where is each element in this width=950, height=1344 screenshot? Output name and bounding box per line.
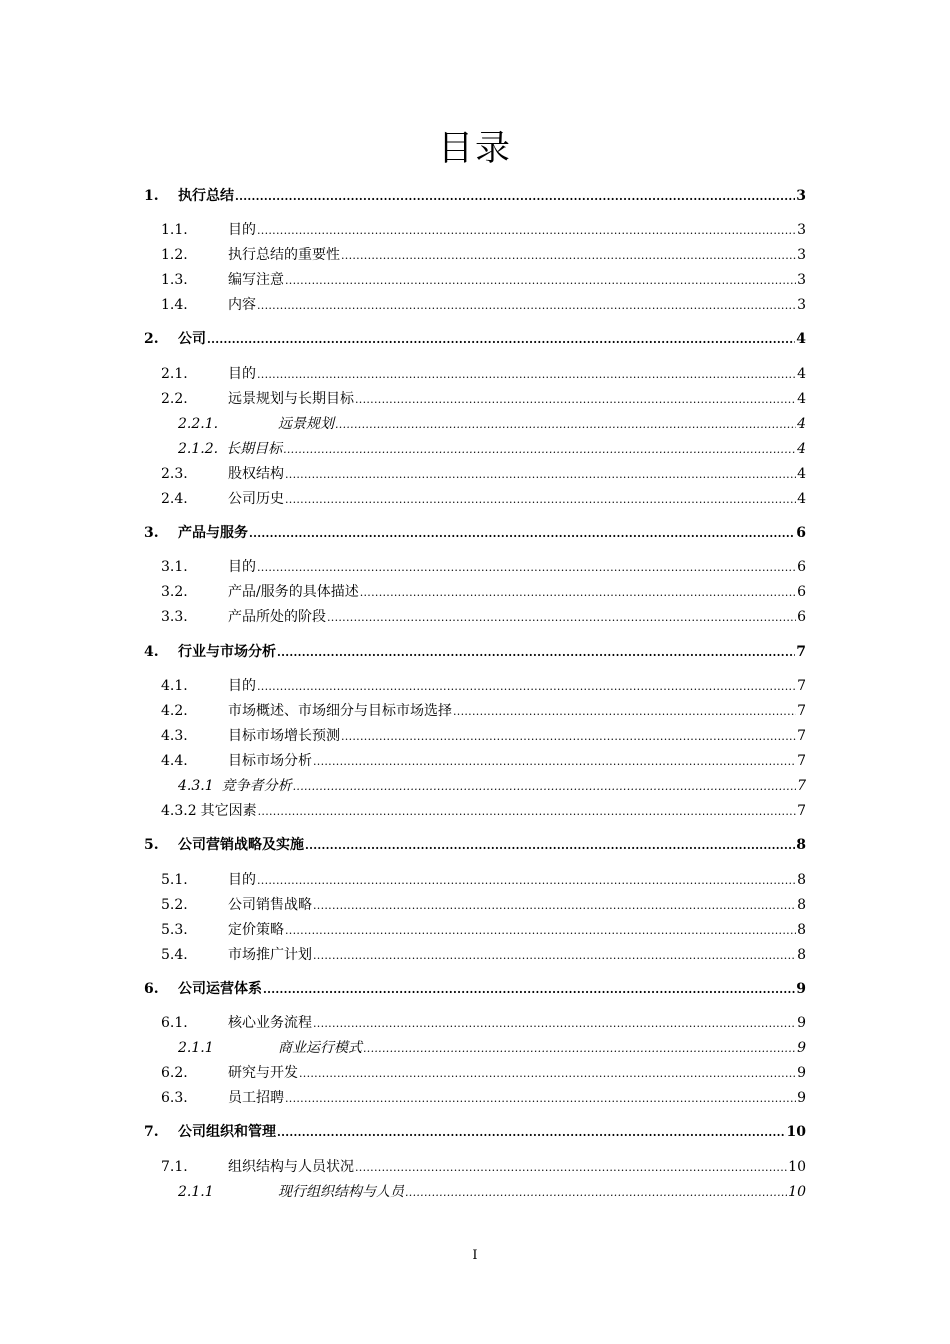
toc-dot-leader xyxy=(313,751,796,773)
toc-entry-label: 其它因素 xyxy=(200,803,257,819)
toc-entry-label: 执行总结的重要性 xyxy=(228,247,340,263)
toc-entry[interactable] xyxy=(144,1156,806,1178)
toc-dot-leader xyxy=(355,389,796,411)
toc-entry-page: 9 xyxy=(796,981,806,997)
toc-entry-label: 目的 xyxy=(228,678,256,694)
toc-entry[interactable] xyxy=(144,775,806,797)
toc-entry-page: 7 xyxy=(797,728,806,744)
toc-entry-number: 2.1.1 xyxy=(178,1040,214,1056)
toc-entry-label: 公司 xyxy=(178,331,206,347)
toc-entry[interactable] xyxy=(144,750,806,772)
toc-entry-label: 核心业务流程 xyxy=(228,1015,312,1031)
toc-entry-label: 产品/服务的具体描述 xyxy=(228,584,359,600)
toc-entry-number: 1.3. xyxy=(161,272,188,288)
toc-dot-leader xyxy=(285,920,796,942)
toc-dot-leader xyxy=(257,220,796,242)
toc-entry-label: 行业与市场分析 xyxy=(178,644,276,660)
toc-dot-leader xyxy=(305,835,795,857)
toc-dot-leader xyxy=(285,464,796,486)
toc-entry[interactable] xyxy=(144,800,806,822)
toc-entry[interactable] xyxy=(144,606,806,628)
toc-entry[interactable] xyxy=(144,581,806,603)
toc-dot-leader xyxy=(313,945,796,967)
toc-entry[interactable] xyxy=(144,700,806,722)
toc-entry-page: 4 xyxy=(797,366,806,382)
toc-dot-leader xyxy=(257,295,796,317)
toc-dot-leader xyxy=(257,870,796,892)
toc-entry-number: 2.2. xyxy=(161,391,188,407)
toc-entry-page: 4 xyxy=(797,491,806,507)
toc-entry-number: 7.1. xyxy=(161,1159,188,1175)
toc-entry[interactable] xyxy=(144,894,806,916)
toc-entry-page: 9 xyxy=(797,1090,806,1106)
toc-entry-number: 7. xyxy=(144,1124,159,1140)
toc-entry-page: 6 xyxy=(796,525,806,541)
toc-entry-number: 5.1. xyxy=(161,872,188,888)
toc-dot-leader xyxy=(249,523,795,545)
toc-entry[interactable] xyxy=(144,1121,806,1143)
toc-dot-leader xyxy=(277,1122,786,1144)
toc-entry-page: 7 xyxy=(797,778,806,794)
toc-entry-number: 2.2.1. xyxy=(178,416,219,432)
toc-entry-page: 6 xyxy=(797,584,806,600)
toc-entry-label: 现行组织结构与人员 xyxy=(278,1184,404,1200)
toc-entry-label: 执行总结 xyxy=(178,188,234,204)
toc-entry-page: 8 xyxy=(797,922,806,938)
toc-dot-leader xyxy=(405,1182,787,1204)
toc-entry[interactable] xyxy=(144,641,806,663)
toc-entry-label: 目的 xyxy=(228,366,256,382)
toc-entry-number: 6.3. xyxy=(161,1090,188,1106)
toc-entry-page: 10 xyxy=(788,1184,806,1200)
toc-entry-number: 2.1.1 xyxy=(178,1184,214,1200)
toc-entry-page: 8 xyxy=(796,837,806,853)
toc-entry-label: 公司营销战略及实施 xyxy=(178,837,304,853)
toc-dot-leader xyxy=(313,1013,796,1035)
toc-entry[interactable] xyxy=(144,363,806,385)
toc-entry-number: 2.4. xyxy=(161,491,188,507)
toc-entry-page: 3 xyxy=(797,272,806,288)
toc-entry-page: 9 xyxy=(797,1040,806,1056)
toc-entry-number: 4. xyxy=(144,644,159,660)
toc-entry-page: 9 xyxy=(797,1015,806,1031)
toc-entry-page: 3 xyxy=(797,222,806,238)
toc-dot-leader xyxy=(341,726,796,748)
toc-entry-page: 7 xyxy=(797,753,806,769)
toc-entry[interactable] xyxy=(144,675,806,697)
toc-entry-label: 产品与服务 xyxy=(178,525,248,541)
toc-entry-page: 7 xyxy=(797,703,806,719)
toc-entry[interactable] xyxy=(144,919,806,941)
toc-entry-number: 6.2. xyxy=(161,1065,188,1081)
toc-dot-leader xyxy=(299,1063,796,1085)
toc-entry[interactable] xyxy=(144,834,806,856)
toc-entry[interactable] xyxy=(144,556,806,578)
toc-dot-leader xyxy=(258,801,796,823)
toc-entry-label: 研究与开发 xyxy=(228,1065,298,1081)
toc-entry[interactable] xyxy=(144,522,806,544)
toc-entry[interactable] xyxy=(144,328,806,350)
toc-entry-number: 2.3. xyxy=(161,466,188,482)
toc-entry-page: 3 xyxy=(797,247,806,263)
toc-entry-label: 内容 xyxy=(228,297,256,313)
toc-entry[interactable] xyxy=(144,463,806,485)
toc-entry-number: 6. xyxy=(144,981,159,997)
toc-entry-number: 3.1. xyxy=(161,559,188,575)
toc-dot-leader xyxy=(207,329,795,351)
toc-dot-leader xyxy=(355,1157,787,1179)
toc-entry[interactable] xyxy=(144,978,806,1000)
toc-entry-number: 5.4. xyxy=(161,947,188,963)
toc-entry-label: 目标市场增长预测 xyxy=(228,728,340,744)
toc-entry[interactable] xyxy=(144,219,806,241)
toc-entry-page: 6 xyxy=(797,559,806,575)
toc-entry-page: 7 xyxy=(797,678,806,694)
toc-entry-number: 3.3. xyxy=(161,609,188,625)
toc-entry-label: 远景规划 xyxy=(278,416,334,432)
toc-entry-number: 4.2. xyxy=(161,703,188,719)
toc-entry[interactable] xyxy=(144,1087,806,1109)
toc-entry-number: 4.1. xyxy=(161,678,188,694)
toc-dot-leader xyxy=(285,270,796,292)
toc-entry-number: 3. xyxy=(144,525,159,541)
toc-entry-page: 10 xyxy=(788,1159,806,1175)
toc-entry-number: 5. xyxy=(144,837,159,853)
toc-entry-label: 长期目标 xyxy=(226,441,283,457)
toc-dot-leader xyxy=(335,414,796,436)
toc-dot-leader xyxy=(360,582,796,604)
toc-dot-leader xyxy=(327,607,796,629)
toc-entry[interactable] xyxy=(144,1062,806,1084)
toc-entry-page: 7 xyxy=(796,644,806,660)
toc-entry-number: 6.1. xyxy=(161,1015,188,1031)
toc-dot-leader xyxy=(341,245,796,267)
toc-entry[interactable] xyxy=(144,294,806,316)
toc-entry-number: 4.3.1 xyxy=(178,778,214,794)
toc-entry[interactable] xyxy=(144,413,806,435)
toc-dot-leader xyxy=(285,1088,796,1110)
toc-dot-leader xyxy=(257,557,796,579)
toc-entry-page: 10 xyxy=(786,1124,806,1140)
toc-dot-leader xyxy=(283,439,796,461)
page-number: I xyxy=(472,1248,478,1263)
toc-dot-leader xyxy=(453,701,796,723)
toc-entry-number: 1. xyxy=(144,188,159,204)
toc-entry-label: 定价策略 xyxy=(228,922,284,938)
toc-entry-page: 8 xyxy=(797,947,806,963)
toc-dot-leader xyxy=(263,979,795,1001)
toc-entry-page: 3 xyxy=(797,297,806,313)
toc-entry-number: 1.2. xyxy=(161,247,188,263)
toc-entry-label: 市场概述、市场细分与目标市场选择 xyxy=(228,703,452,719)
toc-dot-leader xyxy=(293,776,796,798)
toc-dot-leader xyxy=(257,364,796,386)
toc-entry-page: 4 xyxy=(797,391,806,407)
toc-entry-label: 股权结构 xyxy=(228,466,284,482)
toc-entry[interactable] xyxy=(144,1012,806,1034)
toc-entry-page: 3 xyxy=(796,188,806,204)
toc-entry-number: 2.1. xyxy=(161,366,188,382)
toc-entry-label: 目的 xyxy=(228,872,256,888)
toc-dot-leader xyxy=(285,489,796,511)
toc-entry-page: 4 xyxy=(796,331,806,347)
toc-entry-number: 4.3. xyxy=(161,728,188,744)
toc-entry[interactable] xyxy=(144,1037,806,1059)
toc-entry-label: 产品所处的阶段 xyxy=(228,609,326,625)
toc-entry[interactable] xyxy=(144,725,806,747)
toc-dot-leader xyxy=(313,895,796,917)
toc-entry-number: 5.2. xyxy=(161,897,188,913)
toc-entry-label: 目的 xyxy=(228,559,256,575)
toc-entry-number: 2. xyxy=(144,331,159,347)
toc-entry[interactable] xyxy=(144,1181,806,1203)
toc-entry[interactable] xyxy=(144,869,806,891)
toc-entry-page: 4 xyxy=(797,416,806,432)
toc-entry-label: 远景规划与长期目标 xyxy=(228,391,354,407)
toc-dot-leader xyxy=(257,676,796,698)
toc-entry-number: 4.3.2 xyxy=(161,803,197,819)
toc-entry-label: 编写注意 xyxy=(228,272,284,288)
toc-entry-number: 5.3. xyxy=(161,922,188,938)
toc-entry[interactable] xyxy=(144,244,806,266)
toc-entry-number: 1.4. xyxy=(161,297,188,313)
toc-entry-label: 竞争者分析 xyxy=(221,778,292,794)
toc-dot-leader xyxy=(277,642,795,664)
toc-entry-number: 1.1. xyxy=(161,222,188,238)
toc-entry-number: 4.4. xyxy=(161,753,188,769)
toc-entry-label: 目标市场分析 xyxy=(228,753,312,769)
toc-entry-page: 4 xyxy=(797,441,806,457)
toc-entry-page: 7 xyxy=(797,803,806,819)
toc-entry[interactable] xyxy=(144,488,806,510)
toc-entry[interactable] xyxy=(144,185,806,207)
toc-entry-label: 员工招聘 xyxy=(228,1090,284,1106)
toc-entry-label: 公司组织和管理 xyxy=(178,1124,276,1140)
toc-entry-page: 6 xyxy=(797,609,806,625)
toc-entry-page: 8 xyxy=(797,872,806,888)
toc-entry-page: 4 xyxy=(797,466,806,482)
page-title: 目录 xyxy=(437,129,512,169)
toc-entry-page: 9 xyxy=(797,1065,806,1081)
toc-entry-number: 3.2. xyxy=(161,584,188,600)
toc-dot-leader xyxy=(363,1038,796,1060)
toc-entry-number: 2.1.2. xyxy=(178,441,219,457)
toc-entry-label: 公司运营体系 xyxy=(178,981,262,997)
toc-entry-page: 8 xyxy=(797,897,806,913)
toc-entry-label: 目的 xyxy=(228,222,256,238)
toc-entry[interactable] xyxy=(144,944,806,966)
toc-entry-label: 市场推广计划 xyxy=(228,947,312,963)
toc-dot-leader xyxy=(235,186,795,208)
toc-entry-label: 公司销售战略 xyxy=(228,897,312,913)
toc-entry-label: 组织结构与人员状况 xyxy=(228,1159,354,1175)
toc-entry-label: 公司历史 xyxy=(228,491,284,507)
toc-entry-label: 商业运行模式 xyxy=(278,1040,362,1056)
toc-entry[interactable] xyxy=(144,438,806,460)
toc-entry[interactable] xyxy=(144,388,806,410)
toc-entry[interactable] xyxy=(144,269,806,291)
